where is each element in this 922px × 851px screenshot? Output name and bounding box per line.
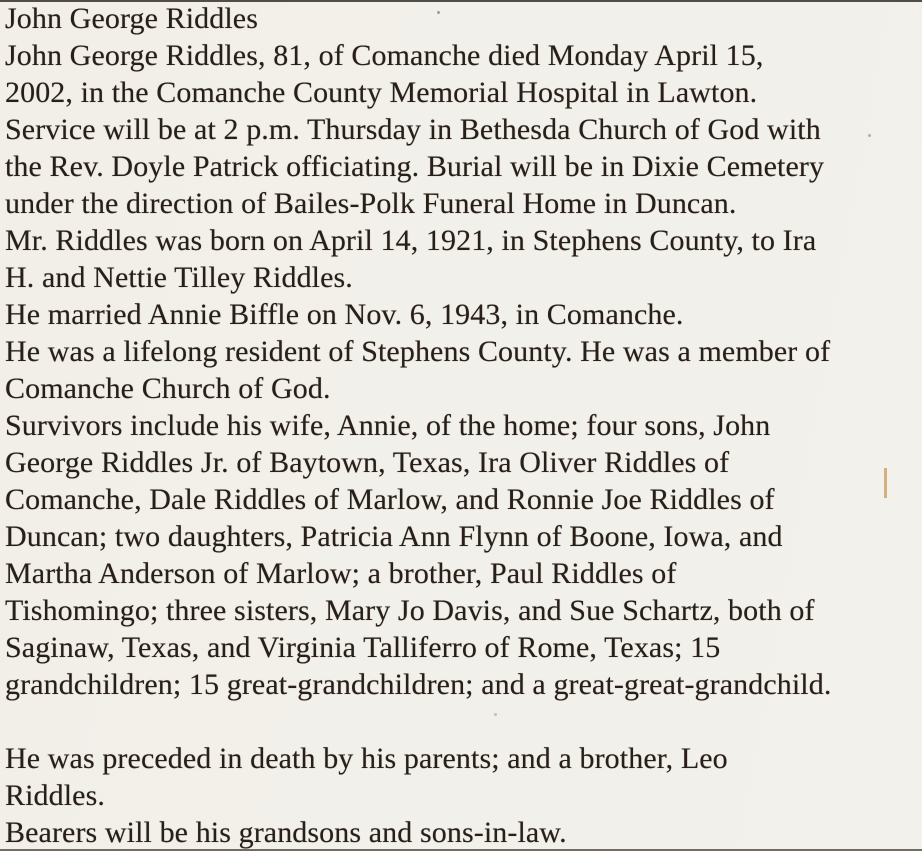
text-line: Martha Anderson of Marlow; a brother, Paul Riddles of [5,557,677,590]
text-line: He married Annie Biffle on Nov. 6, 1943, in Comanche. [5,298,684,331]
text-line: Mr. Riddles was born on April 14, 1921, in Stephens County, to Ira [5,224,817,257]
scan-edge-top [0,0,922,2]
text-line: Comanche, Dale Riddles of Marlow, and Ronnie Joe Riddles of [5,483,775,516]
text-line: Survivors include his wife, Annie, of the home; four sons, John [5,409,771,442]
text-line: grandchildren; 15 great-grandchildren; and a great-great-grandchild. [5,668,832,701]
text-line: Bearers will be his grandsons and sons-in-law. [5,816,567,849]
text-line: Service will be at 2 p.m. Thursday in Bethesda Church of God with [5,113,821,146]
text-line: He was a lifelong resident of Stephens County. He was a member of [5,335,831,368]
text-line: Saginaw, Texas, and Virginia Talliferro of Rome, Texas; 15 [5,631,721,664]
text-line: Tishomingo; three sisters, Mary Jo Davis, and Sue Schartz, both of [5,594,815,627]
text-line: Duncan; two daughters, Patricia Ann Flynn of Boone, Iowa, and [5,520,783,553]
text-line: 2002, in the Comanche County Memorial Hospital in Lawton. [5,76,758,109]
text-line: H. and Nettie Tilley Riddles. [5,261,353,294]
text-line: Comanche Church of God. [5,372,331,405]
obituary-title-line: John George Riddles [5,2,258,35]
text-line: Riddles. [5,779,105,812]
blank-line [5,703,916,740]
text-line: the Rev. Doyle Patrick officiating. Burial will be in Dixie Cemetery [5,150,825,183]
text-line: He was preceded in death by his parents; and a brother, Leo [5,742,728,775]
text-line: George Riddles Jr. of Baytown, Texas, Ira Oliver Riddles of [5,446,730,479]
obituary-text [5,0,916,851]
text-line: under the direction of Bailes-Polk Funeral Home in Duncan. [5,187,737,220]
text-line: John George Riddles, 81, of Comanche died Monday April 15, [5,39,764,72]
